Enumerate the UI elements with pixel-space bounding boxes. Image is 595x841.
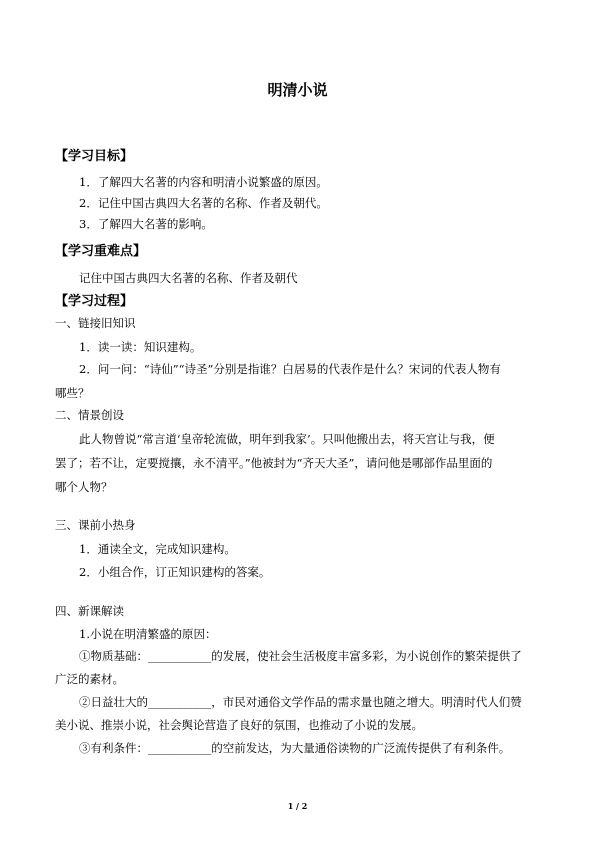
- part1-item2-line1: 2．问一问：“诗仙”“诗圣”分别是指谁？白居易的代表作是什么？宋词的代表人物有: [79, 362, 501, 376]
- part1-item2-line2: 哪些？: [55, 386, 90, 400]
- section-heading-process: 【学习过程】: [55, 294, 134, 309]
- part1-heading: 一、链接旧知识: [55, 316, 136, 330]
- part4-heading: 四、新课解读: [55, 604, 124, 618]
- page-number: 1 / 2: [287, 801, 308, 811]
- section-heading-goals: 【学习目标】: [55, 149, 134, 164]
- part3-item2: 2．小组合作，订正知识建构的答案。: [79, 565, 271, 579]
- reason2-line2: 美小说、推崇小说，社会舆论营造了良好的氛围，也推动了小说的发展。: [55, 718, 423, 732]
- section-heading-key: 【学习重难点】: [55, 244, 147, 259]
- reason1-line1: ①物质基础：___________的发展，使社会生活极度丰富多彩，为小说创作的繁荣提供了: [79, 649, 522, 663]
- key-text: 记住中国古典四大名著的名称、作者及朝代: [79, 271, 298, 285]
- reason1-line2: 广泛的素材。: [55, 672, 124, 686]
- part3-heading: 三、课前小热身: [55, 518, 136, 532]
- part2-heading: 二、情景创设: [55, 408, 124, 422]
- part2-line2: 罢了；若不让，定要搅攘，永不清平。”他被封为“齐天大圣”，请问他是哪部作品里面的: [55, 456, 493, 470]
- reason2-line1: ②日益壮大的___________，市民对通俗文学作品的需求量也随之增大。明清时代人们赞: [79, 695, 522, 709]
- page-title: 明清小说: [267, 81, 328, 99]
- part3-item1: 1．通读全文，完成知识建构。: [79, 542, 236, 556]
- part2-line1: 此人物曾说“常言道‘皇帝轮流做，明年到我家’。只叫他搬出去，将天宫让与我，便: [79, 432, 495, 446]
- reason3-line1: ③有利条件：___________的空前发达，为大量通俗读物的广泛流传提供了有利条件。: [79, 741, 511, 755]
- part4-sub1: 1.小说在明清繁盛的原因：: [79, 627, 217, 641]
- goal-item-3: 3．了解四大名著的影响。: [79, 217, 213, 231]
- goal-item-2: 2．记住中国古典四大名著的名称、作者及朝代。: [79, 196, 328, 210]
- part1-item1: 1．读一读：知识建构。: [79, 340, 202, 354]
- goal-item-1: 1．了解四大名著的内容和明清小说繁盛的原因。: [79, 175, 328, 189]
- part2-line3: 哪个人物？: [55, 480, 113, 494]
